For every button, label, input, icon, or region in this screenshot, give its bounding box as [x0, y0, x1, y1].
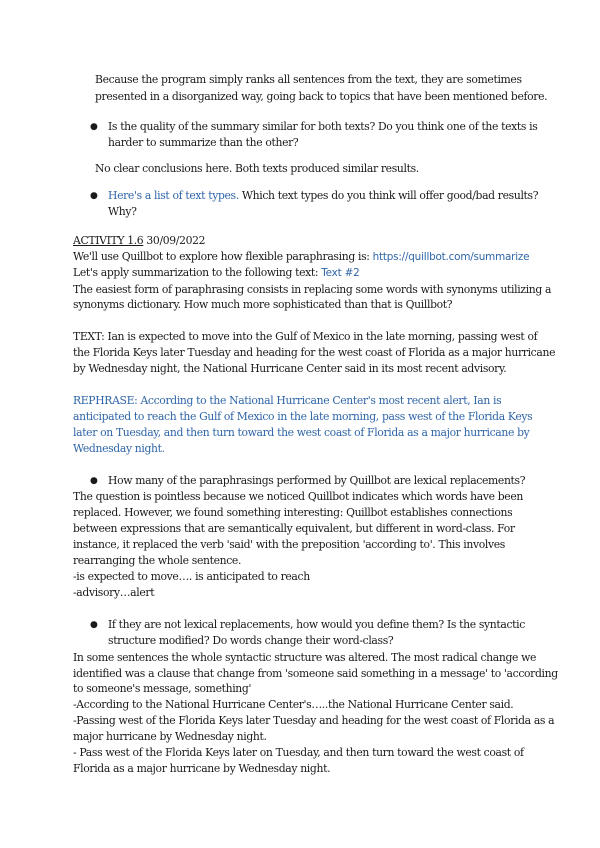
answer-line: -Passing west of the Florida Keys later Tuesday and heading for the west coast of Florida as a [73, 714, 555, 727]
answer-line: -advisory…alert [73, 586, 155, 599]
bullet-icon: ● [90, 191, 98, 201]
source-text-line: the Florida Keys later Tuesday and heading for the west coast of Florida as a major hurricane [73, 346, 556, 359]
answer-line: -According to the National Hurricane Center's…..the National Hurricane Center said. [73, 698, 514, 711]
activity-line [73, 265, 360, 281]
summary-text-line: presented in a disorganized way, going back to topics that have been mentioned before. [95, 90, 548, 103]
source-text-line: TEXT: Ian is expected to move into the Gulf of Mexico in the late morning, passing west of [73, 330, 538, 343]
summary-text-line: Because the program simply ranks all sentences from the text, they are sometimes [95, 73, 522, 86]
bullet-icon: ● [90, 122, 98, 132]
rephrase-text-line: REPHRASE: According to the National Hurricane Center's most recent alert, Ian is [73, 394, 502, 407]
activity-text: We'll use Quillbot to explore how flexible paraphrasing is: [73, 250, 373, 263]
quillbot-link[interactable]: https://quillbot.com/summarize [372, 251, 530, 263]
answer-line: No clear conclusions here. Both texts produced similar results. [95, 162, 419, 175]
answer-line: Florida as a major hurricane by Wednesday night. [73, 762, 331, 775]
text-types-link[interactable]: Here's a list of text types. [108, 189, 239, 202]
source-text-line: by Wednesday night, the National Hurricane Center said in its most recent advisory. [73, 362, 507, 375]
activity-label: ACTIVITY 1.6 [73, 234, 144, 247]
activity-line [73, 249, 529, 265]
answer-line: to someone's message, something' [73, 682, 252, 695]
answer-line: major hurricane by Wednesday night. [73, 730, 267, 743]
rephrase-text-line: later on Tuesday, and then turn toward the west coast of Florida as a major hurricane by [73, 426, 530, 439]
question-text: Which text types do you think will offer good/bad results? [238, 189, 539, 202]
text2-link[interactable]: Text #2 [321, 267, 360, 279]
answer-line: The question is pointless because we noticed Quillbot indicates which words have been [73, 490, 523, 503]
activity-text: Let's apply summarization to the following text: [73, 266, 322, 279]
activity-line: The easiest form of paraphrasing consists in replacing some words with synonyms utilizing a [73, 283, 552, 296]
question-line: structure modified? Do words change their word-class? [108, 634, 394, 647]
answer-line: replaced. However, we found something interesting: Quillbot establishes connections [73, 506, 513, 519]
rephrase-text-line: Wednesday night. [73, 442, 165, 455]
question-line: harder to summarize than the other? [108, 136, 299, 149]
answer-line: between expressions that are semantically equivalent, but different in word-class. For [73, 522, 515, 535]
answer-line: In some sentences the whole syntactic structure was altered. The most radical change we [73, 651, 537, 664]
answer-line: instance, it replaced the verb 'said' with the preposition 'according to'. This involves [73, 538, 505, 551]
answer-line: rearranging the whole sentence. [73, 554, 242, 567]
answer-line: -is expected to move…. is anticipated to reach [73, 570, 310, 583]
question-line [108, 188, 538, 203]
rephrase-text-line: anticipated to reach the Gulf of Mexico in the late morning, pass west of the Florida Keys [73, 410, 533, 423]
answer-line: - Pass west of the Florida Keys later on Tuesday, and then turn toward the west coast of [73, 746, 524, 759]
answer-line: identified was a clause that change from 'someone said something in a message' to 'according [73, 667, 558, 680]
question-line: How many of the paraphrasings performed by Quillbot are lexical replacements? [108, 474, 526, 487]
bullet-icon: ● [90, 476, 98, 486]
bullet-icon: ● [90, 620, 98, 630]
question-line: If they are not lexical replacements, how would you define them? Is the syntactic [108, 618, 525, 631]
question-line: Why? [108, 205, 137, 218]
activity-line: synonyms dictionary. How much more sophisticated than that is Quillbot? [73, 298, 453, 311]
question-line: Is the quality of the summary similar for both texts? Do you think one of the texts is [108, 120, 538, 133]
activity-heading [73, 233, 205, 248]
activity-date: 30/09/2022 [143, 234, 206, 247]
